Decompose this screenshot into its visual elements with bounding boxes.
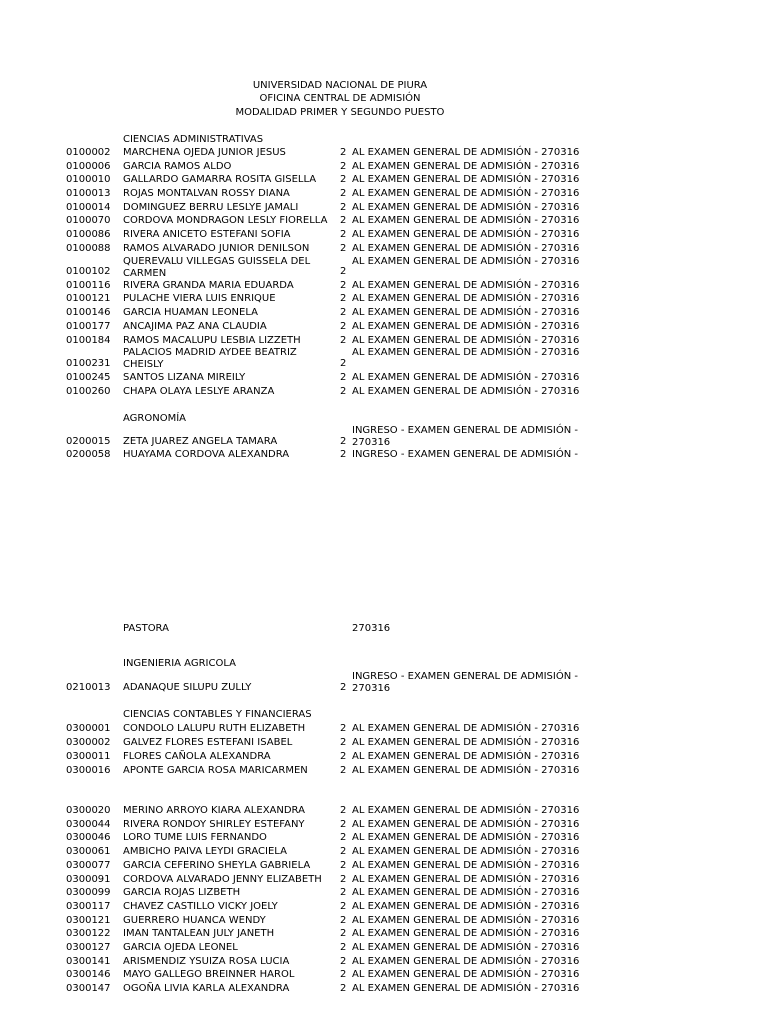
position-number: 2 [340, 266, 347, 277]
admission-result: 270316 [352, 623, 391, 634]
student-name: IMAN TANTALEAN JULY JANETH [123, 928, 275, 939]
admission-result: AL EXAMEN GENERAL DE ADMISIÓN - 270316 [352, 188, 580, 199]
student-code: 0300001 [66, 723, 111, 734]
student-name: RIVERA RONDOY SHIRLEY ESTEFANY [123, 819, 305, 830]
student-name: RIVERA GRANDA MARIA EDUARDA [123, 280, 294, 291]
admission-result: AL EXAMEN GENERAL DE ADMISIÓN - 270316 [352, 819, 580, 830]
admission-result: AL EXAMEN GENERAL DE ADMISIÓN - 270316 [352, 969, 580, 980]
student-code: 0100184 [66, 335, 111, 346]
student-code: 0300091 [66, 874, 111, 885]
student-code: 0100013 [66, 188, 111, 199]
student-code: 0100245 [66, 372, 111, 383]
student-code: 0100010 [66, 174, 111, 185]
admission-result: AL EXAMEN GENERAL DE ADMISIÓN - 270316 [352, 805, 580, 816]
student-name: CHAVEZ CASTILLO VICKY JOELY [123, 901, 278, 912]
admission-result: INGRESO - EXAMEN GENERAL DE ADMISIÓN - 270316 [352, 425, 578, 448]
student-name: MARCHENA OJEDA JUNIOR JESUS [123, 147, 286, 158]
student-name: GARCIA OJEDA LEONEL [123, 942, 238, 953]
student-name: GARCIA ROJAS LIZBETH [123, 887, 241, 898]
student-name: GARCIA RAMOS ALDO [123, 161, 232, 172]
student-name: LORO TUME LUIS FERNANDO [123, 832, 267, 843]
position-number: 2 [340, 174, 347, 185]
student-code: 0300044 [66, 819, 111, 830]
student-name: SANTOS LIZANA MIREILY [123, 372, 246, 383]
admission-result: AL EXAMEN GENERAL DE ADMISIÓN - 270316 [352, 280, 580, 291]
student-name: ARISMENDIZ YSUIZA ROSA LUCIA [123, 956, 290, 967]
position-number: 2 [340, 321, 347, 332]
student-code: 0100102 [66, 266, 111, 277]
student-code: 0100177 [66, 321, 111, 332]
student-code: 0200015 [66, 436, 111, 447]
admission-result: AL EXAMEN GENERAL DE ADMISIÓN - 270316 [352, 942, 580, 953]
admission-result: AL EXAMEN GENERAL DE ADMISIÓN - 270316 [352, 174, 580, 185]
modality-title: MODALIDAD PRIMER Y SEGUNDO PUESTO [235, 107, 445, 118]
student-code: 0100070 [66, 215, 111, 226]
position-number: 2 [340, 386, 347, 397]
student-code: 0300061 [66, 846, 111, 857]
section-title: AGRONOMÍA [123, 413, 187, 424]
student-name: ANCAJIMA PAZ ANA CLAUDIA [123, 321, 267, 332]
position-number: 2 [340, 969, 347, 980]
student-code: 0100014 [66, 202, 111, 213]
student-code: 0300099 [66, 887, 111, 898]
position-number: 2 [340, 765, 347, 776]
position-number: 2 [340, 449, 347, 460]
admission-result: AL EXAMEN GENERAL DE ADMISIÓN - 270316 [352, 928, 580, 939]
student-name: HUAYAMA CORDOVA ALEXANDRA [123, 449, 290, 460]
position-number: 2 [340, 832, 347, 843]
admission-result: AL EXAMEN GENERAL DE ADMISIÓN - 270316 [352, 335, 580, 346]
position-number: 2 [340, 147, 347, 158]
student-code: 0100231 [66, 358, 111, 369]
student-code: 0200058 [66, 449, 111, 460]
student-name: ZETA JUAREZ ANGELA TAMARA [123, 436, 278, 447]
admission-result: AL EXAMEN GENERAL DE ADMISIÓN - 270316 [352, 229, 580, 240]
admission-result: AL EXAMEN GENERAL DE ADMISIÓN - 270316 [352, 256, 580, 267]
position-number: 2 [340, 819, 347, 830]
student-name: GUERRERO HUANCA WENDY [123, 915, 266, 926]
student-name: MAYO GALLEGO BREINNER HAROL [123, 969, 295, 980]
admission-result: AL EXAMEN GENERAL DE ADMISIÓN - 270316 [352, 386, 580, 397]
student-code: 0300016 [66, 765, 111, 776]
student-name: CORDOVA ALVARADO JENNY ELIZABETH [123, 874, 322, 885]
student-name: PASTORA [123, 623, 169, 634]
student-code: 0300046 [66, 832, 111, 843]
student-name: ROJAS MONTALVAN ROSSY DIANA [123, 188, 290, 199]
admission-result: AL EXAMEN GENERAL DE ADMISIÓN - 270316 [352, 983, 580, 994]
university-name: UNIVERSIDAD NACIONAL DE PIURA [252, 80, 428, 91]
student-code: 0300002 [66, 737, 111, 748]
student-code: 0300011 [66, 751, 111, 762]
student-code: 0100006 [66, 161, 111, 172]
section-title: CIENCIAS ADMINISTRATIVAS [123, 134, 264, 145]
admission-result: AL EXAMEN GENERAL DE ADMISIÓN - 270316 [352, 765, 580, 776]
student-code: 0100260 [66, 386, 111, 397]
position-number: 2 [340, 915, 347, 926]
student-code: 0300121 [66, 915, 111, 926]
student-code: 0300127 [66, 942, 111, 953]
student-code: 0100002 [66, 147, 111, 158]
student-name: AMBICHO PAIVA LEYDI GRACIELA [123, 846, 287, 857]
admission-result: AL EXAMEN GENERAL DE ADMISIÓN - 270316 [352, 737, 580, 748]
admission-result: AL EXAMEN GENERAL DE ADMISIÓN - 270316 [352, 723, 580, 734]
position-number: 2 [340, 682, 347, 693]
position-number: 2 [340, 737, 347, 748]
section-title: INGENIERIA AGRICOLA [123, 658, 236, 669]
student-code: 0100116 [66, 280, 111, 291]
student-code: 0210013 [66, 682, 111, 693]
admission-result: AL EXAMEN GENERAL DE ADMISIÓN - 270316 [352, 202, 580, 213]
position-number: 2 [340, 161, 347, 172]
student-name: GALVEZ FLORES ESTEFANI ISABEL [123, 737, 293, 748]
position-number: 2 [340, 243, 347, 254]
position-number: 2 [340, 723, 347, 734]
admission-result: AL EXAMEN GENERAL DE ADMISIÓN - 270316 [352, 874, 580, 885]
student-name: QUEREVALU VILLEGAS GUISSELA DEL CARMEN [123, 256, 311, 279]
admission-result: AL EXAMEN GENERAL DE ADMISIÓN - 270316 [352, 161, 580, 172]
student-name: PULACHE VIERA LUIS ENRIQUE [123, 293, 276, 304]
student-name: FLORES CAÑOLA ALEXANDRA [123, 751, 271, 762]
student-name: ADANAQUE SILUPU ZULLY [123, 682, 252, 693]
admission-result: AL EXAMEN GENERAL DE ADMISIÓN - 270316 [352, 887, 580, 898]
position-number: 2 [340, 846, 347, 857]
student-name: CHAPA OLAYA LESLYE ARANZA [123, 386, 275, 397]
position-number: 2 [340, 202, 347, 213]
admission-result: AL EXAMEN GENERAL DE ADMISIÓN - 270316 [352, 846, 580, 857]
admission-result: AL EXAMEN GENERAL DE ADMISIÓN - 270316 [352, 347, 580, 358]
admission-result: AL EXAMEN GENERAL DE ADMISIÓN - 270316 [352, 372, 580, 383]
section-title: CIENCIAS CONTABLES Y FINANCIERAS [123, 709, 312, 720]
position-number: 2 [340, 860, 347, 871]
student-name: GARCIA CEFERINO SHEYLA GABRIELA [123, 860, 311, 871]
admission-result: AL EXAMEN GENERAL DE ADMISIÓN - 270316 [352, 956, 580, 967]
student-name: APONTE GARCIA ROSA MARICARMEN [123, 765, 308, 776]
position-number: 2 [340, 928, 347, 939]
admission-result: AL EXAMEN GENERAL DE ADMISIÓN - 270316 [352, 321, 580, 332]
position-number: 2 [340, 335, 347, 346]
student-name: MERINO ARROYO KIARA ALEXANDRA [123, 805, 305, 816]
student-code: 0100086 [66, 229, 111, 240]
student-name: PALACIOS MADRID AYDEE BEATRIZ CHEISLY [123, 347, 297, 370]
admission-result: INGRESO - EXAMEN GENERAL DE ADMISIÓN - [352, 449, 578, 460]
student-code: 0100088 [66, 243, 111, 254]
position-number: 2 [340, 215, 347, 226]
position-number: 2 [340, 293, 347, 304]
position-number: 2 [340, 358, 347, 369]
student-code: 0300077 [66, 860, 111, 871]
student-name: RIVERA ANICETO ESTEFANI SOFIA [123, 229, 291, 240]
student-code: 0300117 [66, 901, 111, 912]
office-name: OFICINA CENTRAL DE ADMISIÓN [259, 93, 421, 104]
position-number: 2 [340, 751, 347, 762]
admission-result: AL EXAMEN GENERAL DE ADMISIÓN - 270316 [352, 832, 580, 843]
admission-result: AL EXAMEN GENERAL DE ADMISIÓN - 270316 [352, 293, 580, 304]
position-number: 2 [340, 956, 347, 967]
position-number: 2 [340, 436, 347, 447]
position-number: 2 [340, 983, 347, 994]
student-code: 0300146 [66, 969, 111, 980]
position-number: 2 [340, 887, 347, 898]
admission-result: AL EXAMEN GENERAL DE ADMISIÓN - 270316 [352, 147, 580, 158]
position-number: 2 [340, 229, 347, 240]
student-code: 0100121 [66, 293, 111, 304]
position-number: 2 [340, 280, 347, 291]
student-name: OGOÑA LIVIA KARLA ALEXANDRA [123, 983, 290, 994]
position-number: 2 [340, 805, 347, 816]
position-number: 2 [340, 874, 347, 885]
admission-result: AL EXAMEN GENERAL DE ADMISIÓN - 270316 [352, 307, 580, 318]
student-name: GARCIA HUAMAN LEONELA [123, 307, 258, 318]
admission-result: AL EXAMEN GENERAL DE ADMISIÓN - 270316 [352, 215, 580, 226]
student-name: RAMOS ALVARADO JUNIOR DENILSON [123, 243, 310, 254]
student-name: CONDOLO LALUPU RUTH ELIZABETH [123, 723, 306, 734]
student-code: 0300147 [66, 983, 111, 994]
student-name: GALLARDO GAMARRA ROSITA GISELLA [123, 174, 317, 185]
admission-result: AL EXAMEN GENERAL DE ADMISIÓN - 270316 [352, 243, 580, 254]
admission-result: AL EXAMEN GENERAL DE ADMISIÓN - 270316 [352, 915, 580, 926]
student-code: 0300122 [66, 928, 111, 939]
student-name: CORDOVA MONDRAGON LESLY FIORELLA [123, 215, 328, 226]
position-number: 2 [340, 901, 347, 912]
position-number: 2 [340, 307, 347, 318]
position-number: 2 [340, 188, 347, 199]
position-number: 2 [340, 942, 347, 953]
student-code: 0100146 [66, 307, 111, 318]
student-name: RAMOS MACALUPU LESBIA LIZZETH [123, 335, 301, 346]
admission-result: AL EXAMEN GENERAL DE ADMISIÓN - 270316 [352, 860, 580, 871]
admission-result: AL EXAMEN GENERAL DE ADMISIÓN - 270316 [352, 751, 580, 762]
student-code: 0300141 [66, 956, 111, 967]
admission-result: AL EXAMEN GENERAL DE ADMISIÓN - 270316 [352, 901, 580, 912]
student-code: 0300020 [66, 805, 111, 816]
position-number: 2 [340, 372, 347, 383]
student-name: DOMINGUEZ BERRU LESLYE JAMALI [123, 202, 299, 213]
admission-result: INGRESO - EXAMEN GENERAL DE ADMISIÓN - 270316 [352, 671, 578, 694]
